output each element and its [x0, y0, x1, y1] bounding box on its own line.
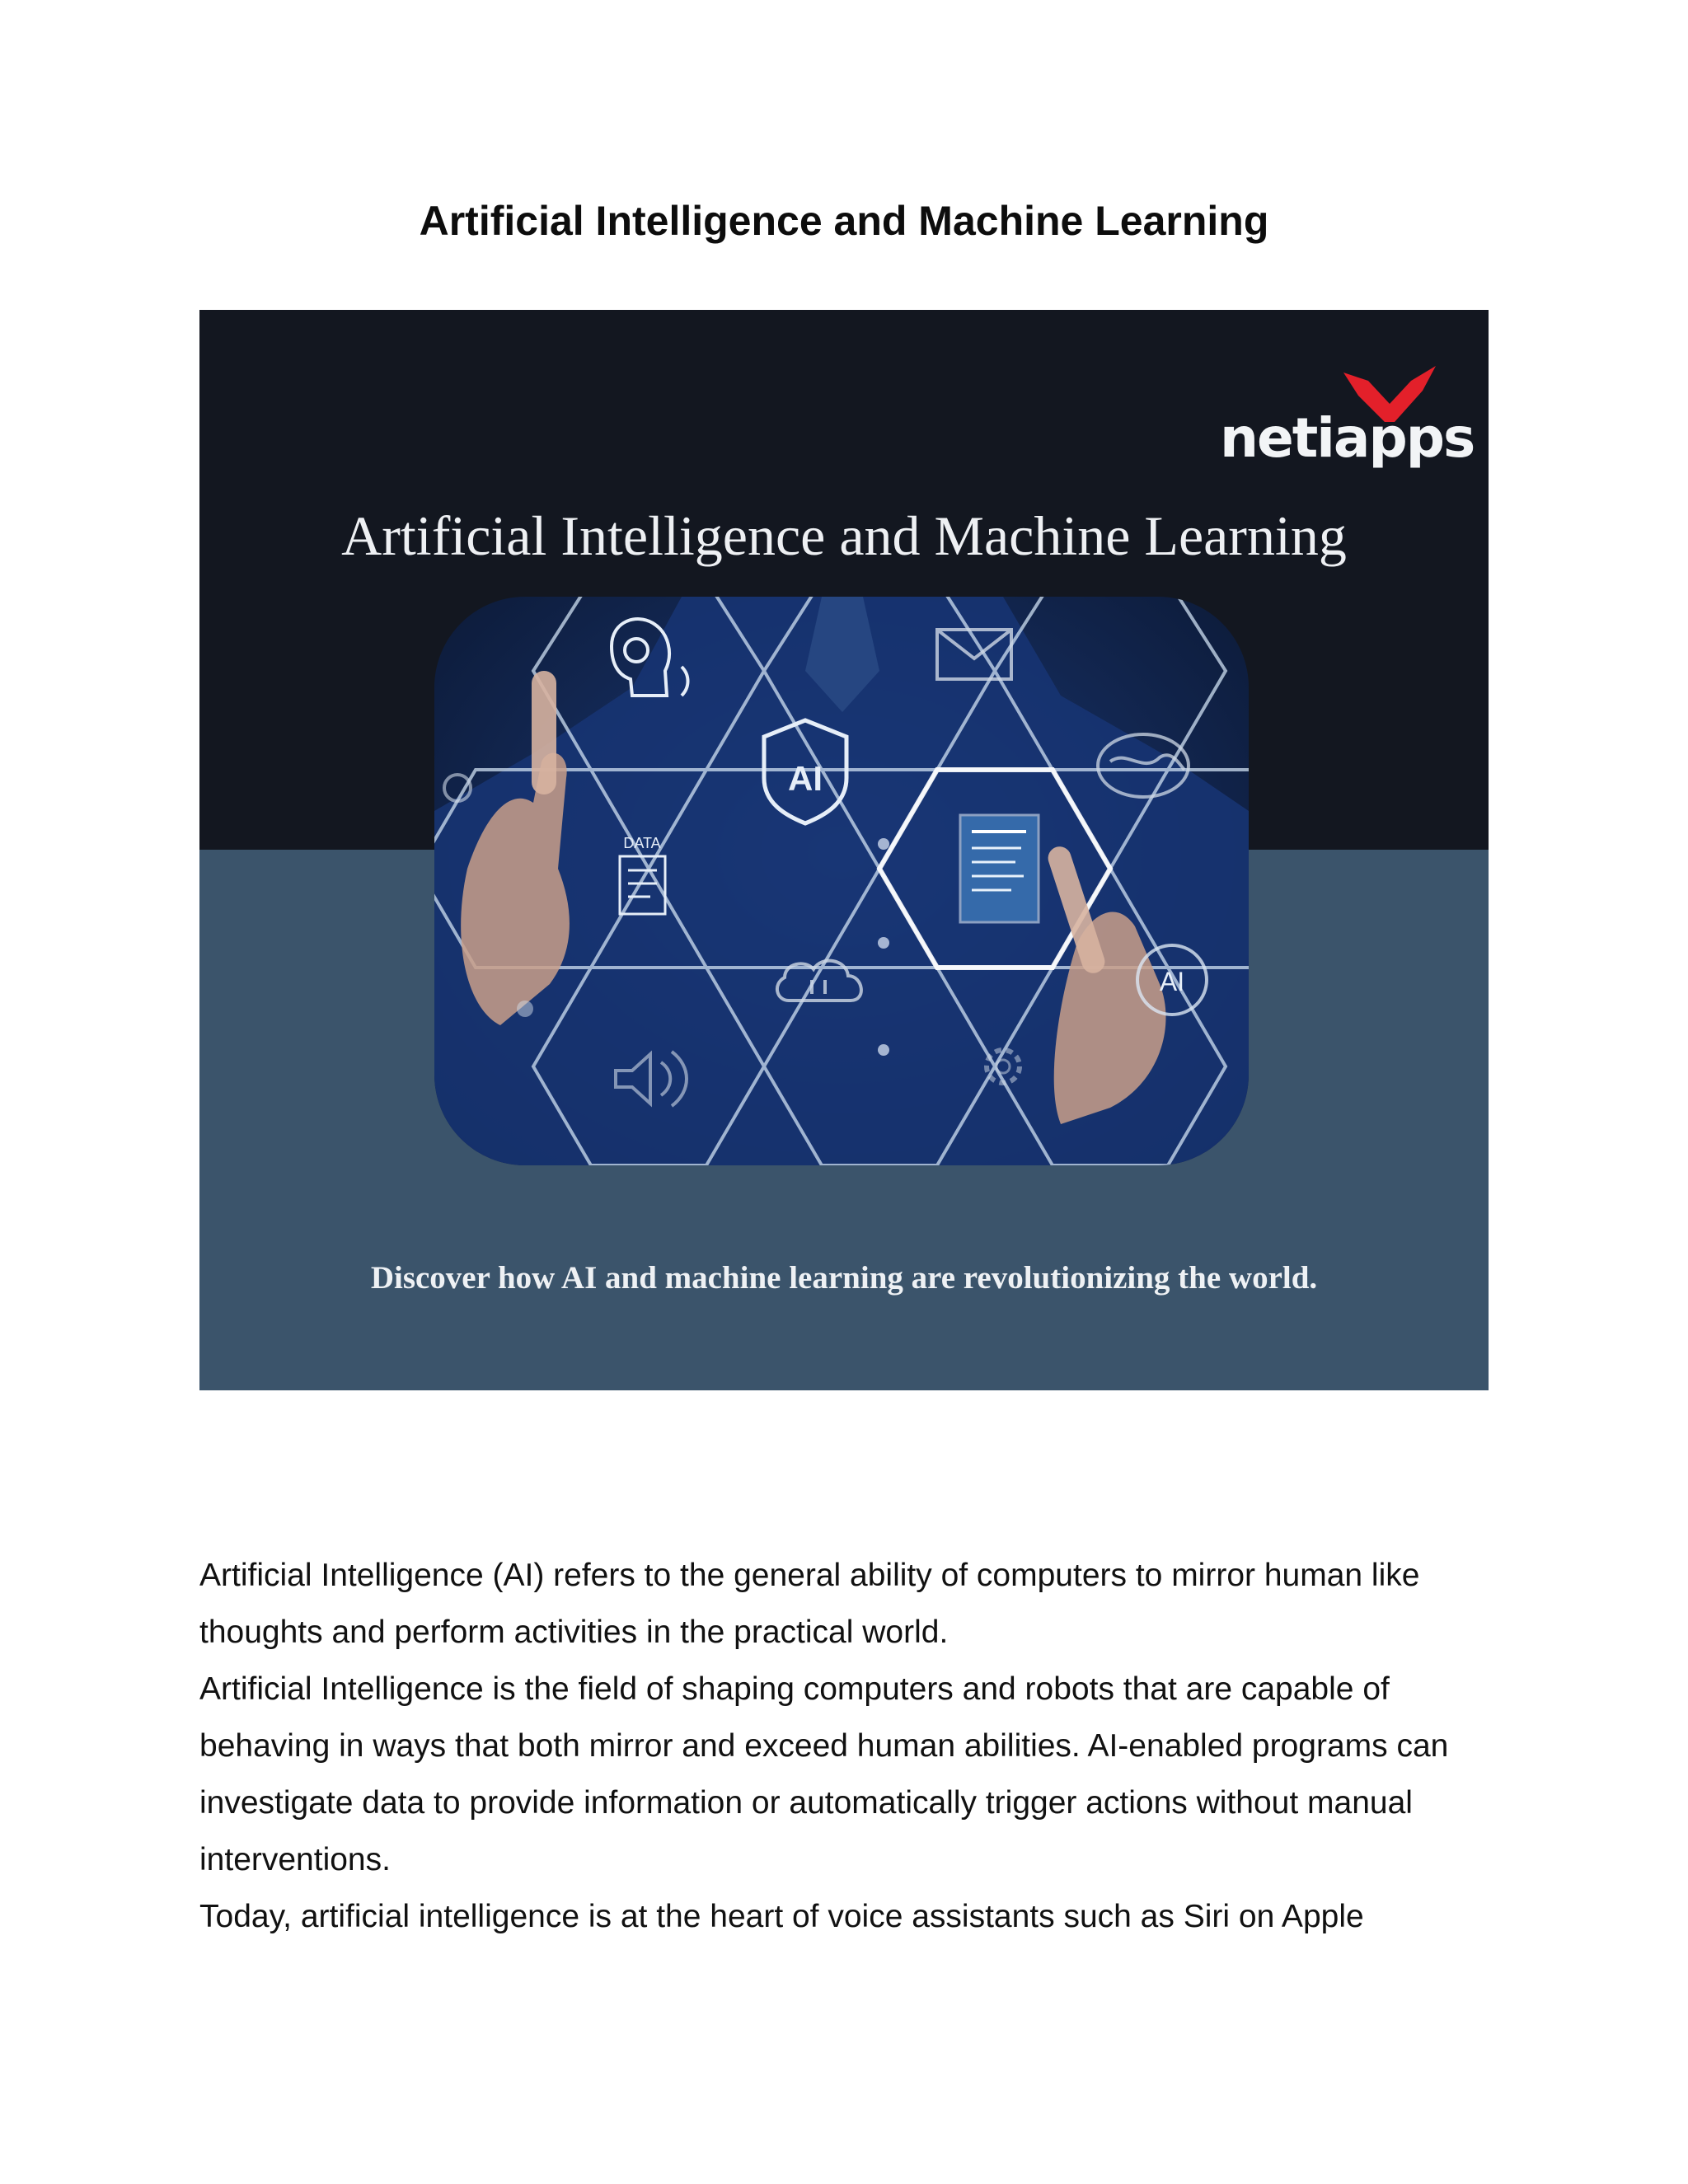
paragraph-1: Artificial Intelligence (AI) refers to the general ability of computers to mirror human like thoughts and perform activities in the practical world. — [199, 1558, 1420, 1650]
hero-banner-image — [199, 310, 1489, 1390]
page-title: Artificial Intelligence and Machine Learning — [419, 198, 1269, 244]
data-label: DATA — [623, 835, 661, 851]
paragraph-2: Artificial Intelligence is the field of shaping computers and robots that are capable of behaving in ways that both mirror and exceed human abilities. AI-enabled programs can investigate data to provide information or automatically trigger actions without manual interventions. — [199, 1671, 1449, 1877]
logo-wordmark: netiapps — [1220, 406, 1475, 470]
hero-illustration — [434, 597, 1249, 1165]
banner-caption: Discover how AI and machine learning are revolutionizing the world. — [370, 1260, 1318, 1296]
banner-heading: Artificial Intelligence and Machine Learning — [341, 504, 1347, 567]
report-document-icon — [960, 815, 1039, 922]
hexagon-network-graphic — [434, 597, 1249, 1165]
netiapps-logo — [1220, 366, 1475, 473]
ai-badge-label: AI — [788, 759, 823, 798]
paragraph-3: Today, artificial intelligence is at the heart of voice assistants such as Siri on Apple — [199, 1899, 1364, 1934]
article-body — [199, 1547, 1502, 1945]
ai-circle-label: AI — [1159, 967, 1185, 996]
